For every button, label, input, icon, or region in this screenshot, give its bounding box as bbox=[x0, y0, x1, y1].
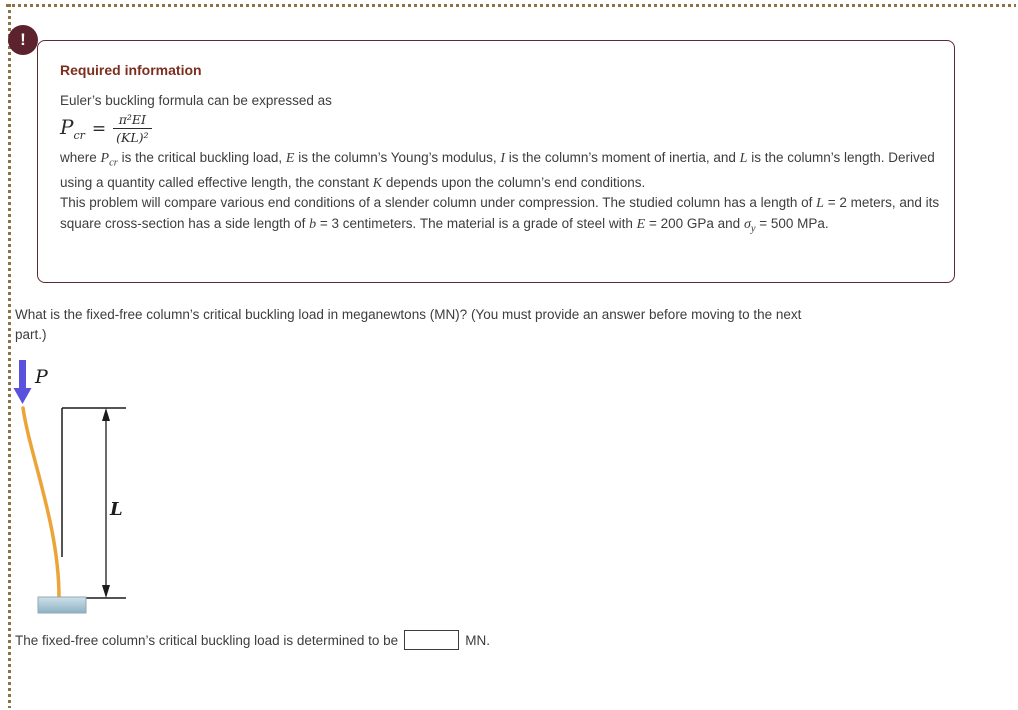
length-label: L bbox=[110, 499, 123, 520]
formula-lhs: $P_{cr}$ bbox=[60, 115, 85, 142]
answer-row bbox=[15, 630, 490, 650]
buckled-column bbox=[23, 408, 59, 597]
formula-fraction bbox=[113, 112, 151, 145]
euler-buckling-formula bbox=[60, 112, 936, 145]
problem-statement-paragraph: This problem will compare various end conditions of a slender column under compression. The studied column has a length of L = 2 meters, and its square cross-section has a side length of b = 3 centimeters. The material is a grade of steel with E = 200 GPa and $\sigma_y = 500$ MPa. bbox=[60, 195, 940, 235]
required-information-heading: Required information bbox=[60, 62, 202, 78]
answer-prefix-text: The fixed-free column’s critical buckling load is determined to be bbox=[15, 632, 399, 648]
answer-unit-text: MN. bbox=[465, 632, 490, 648]
dimension-arrow-down-icon bbox=[102, 585, 110, 598]
answer-input[interactable] bbox=[404, 630, 459, 650]
load-arrow-icon bbox=[14, 360, 32, 404]
dimension-arrow-up-icon bbox=[102, 408, 110, 421]
load-label: P bbox=[35, 366, 48, 388]
formula-denominator: (KL)² bbox=[116, 130, 149, 145]
formula-intro-text: Euler’s buckling formula can be expressed as bbox=[60, 93, 332, 108]
formula-numerator: π²EI bbox=[113, 112, 151, 129]
column-diagram bbox=[10, 356, 140, 618]
question-line-2: part.) bbox=[15, 326, 47, 342]
exclamation-icon: ! bbox=[8, 25, 38, 55]
formula-equals: = bbox=[91, 118, 107, 139]
question-text bbox=[15, 305, 955, 344]
dotted-border-top bbox=[6, 4, 1016, 7]
question-line-1: What is the fixed-free column’s critical buckling load in meganewtons (MN)? (You must provide an answer before moving to the next bbox=[15, 307, 802, 322]
fixed-support-base bbox=[38, 597, 86, 613]
required-information-box bbox=[37, 40, 955, 283]
definitions-paragraph: where $P_{cr}$ is the critical buckling load, E is the column’s Young’s modulus, I is the column’s moment of inertia, and L is the column’s length. Derived using a quantity called effective length, the constant K depends upon the column’s end conditions. bbox=[60, 150, 935, 191]
